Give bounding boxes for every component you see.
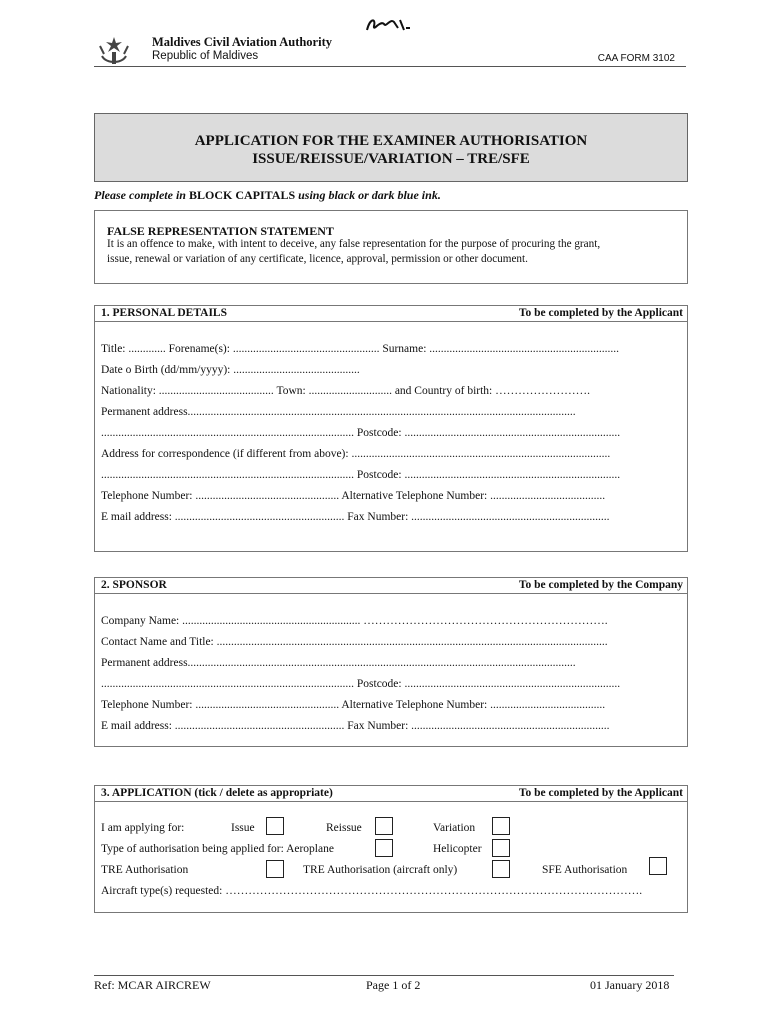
helicopter-checkbox[interactable] — [492, 839, 510, 857]
sponsor-address-line[interactable]: Permanent address....................................................................................................................................... — [101, 657, 576, 669]
sfe-checkbox[interactable] — [649, 857, 667, 875]
signature-mark-icon — [364, 14, 412, 36]
sfe-label: SFE Authorisation — [542, 864, 628, 876]
variation-label: Variation — [433, 822, 476, 834]
company-name-line[interactable]: Company Name: .............................................................. ………………………………………………………. — [101, 615, 608, 627]
footer-date: 01 January 2018 — [590, 978, 670, 992]
tre-label: TRE Authorisation — [101, 864, 189, 876]
application-section — [94, 785, 688, 913]
org-name: Maldives Civil Aviation Authority — [152, 35, 332, 49]
instruction-a: Please complete in — [94, 188, 189, 202]
org-country: Republic of Maldives — [152, 50, 259, 62]
postcode-line-2[interactable]: ........................................................................................ Postcode: ........................................................................... — [101, 469, 621, 481]
application-heading: 3. APPLICATION (tick / delete as appropriate) — [101, 787, 333, 799]
tre-checkbox[interactable] — [266, 860, 284, 878]
statement-line-1: It is an offence to make, with intent to deceive, any false representation for the purpose of procuring the grant, — [107, 238, 601, 250]
personal-details-header — [95, 306, 687, 322]
reissue-checkbox[interactable] — [375, 817, 393, 835]
footer-ref: Ref: MCAR AIRCREW — [94, 978, 211, 992]
personal-details-who: To be completed by the Applicant — [518, 307, 683, 319]
sponsor-section — [94, 577, 688, 747]
form-number: CAA FORM 3102 — [597, 53, 675, 64]
telephone-line[interactable]: Telephone Number: .................................................. Alternative Telephone Number: ........................................ — [101, 490, 606, 502]
instruction — [94, 188, 441, 203]
permanent-address-line[interactable]: Permanent address....................................................................................................................................... — [101, 406, 576, 418]
type-label: Type of authorisation being applied for: Aeroplane — [101, 843, 334, 855]
sponsor-postcode-line[interactable]: ........................................................................................ Postcode: ........................................................................... — [101, 678, 621, 690]
sponsor-email-fax-line[interactable]: E mail address: ........................................................... Fax Number: ..................................................................... — [101, 720, 610, 732]
name-line[interactable]: Title: ............. Forename(s): ................................................... Surname: .................................................................. — [101, 343, 620, 355]
statement-title: FALSE REPRESENTATION STATEMENT — [107, 224, 334, 238]
personal-details-heading: 1. PERSONAL DETAILS — [101, 307, 228, 319]
emblem-icon — [96, 34, 132, 68]
sponsor-heading: 2. SPONSOR — [101, 579, 167, 591]
nationality-line[interactable]: Nationality: ........................................ Town: ............................. and Country of birth: ……………………. — [101, 385, 590, 397]
instruction-c: using black or dark blue ink. — [295, 188, 441, 202]
sponsor-header — [95, 578, 687, 594]
statement-box — [94, 210, 688, 284]
tre-aircraft-label: TRE Authorisation (aircraft only) — [303, 864, 458, 876]
application-who: To be completed by the Applicant — [518, 787, 683, 799]
instruction-b: BLOCK CAPITALS — [188, 188, 296, 202]
aircraft-types-line[interactable]: Aircraft type(s) requested: ………………………………………………………………………………………………. — [101, 885, 643, 897]
reissue-label: Reissue — [326, 822, 362, 834]
correspondence-address-line[interactable]: Address for correspondence (if different from above): .......................................................................................... — [101, 448, 611, 460]
application-header — [95, 786, 687, 802]
postcode-line-1[interactable]: ........................................................................................ Postcode: ........................................................................... — [101, 427, 621, 439]
title-box — [94, 113, 688, 182]
footer-rule — [94, 975, 674, 976]
variation-checkbox[interactable] — [492, 817, 510, 835]
sponsor-who: To be completed by the Company — [518, 579, 683, 591]
title-line-2: ISSUE/REISSUE/VARIATION – TRE/SFE — [252, 151, 530, 167]
footer-page: Page 1 of 2 — [366, 978, 421, 992]
email-fax-line[interactable]: E mail address: ........................................................... Fax Number: ..................................................................... — [101, 511, 610, 523]
contact-name-line[interactable]: Contact Name and Title: ........................................................................................................................................ — [101, 636, 608, 648]
applying-for-label: I am applying for: — [101, 822, 185, 834]
statement-line-2: issue, renewal or variation of any certificate, licence, approval, permission or other document. — [107, 253, 528, 265]
helicopter-label: Helicopter — [433, 843, 482, 855]
tre-aircraft-checkbox[interactable] — [492, 860, 510, 878]
dob-line[interactable]: Date o Birth (dd/mm/yyyy): ............................................ — [101, 364, 360, 376]
header-rule — [94, 66, 686, 67]
personal-details-section — [94, 305, 688, 552]
title-line-1: APPLICATION FOR THE EXAMINER AUTHORISATION — [194, 133, 588, 149]
aeroplane-checkbox[interactable] — [375, 839, 393, 857]
sponsor-telephone-line[interactable]: Telephone Number: .................................................. Alternative Telephone Number: ........................................ — [101, 699, 606, 711]
issue-label: Issue — [231, 822, 255, 834]
issue-checkbox[interactable] — [266, 817, 284, 835]
